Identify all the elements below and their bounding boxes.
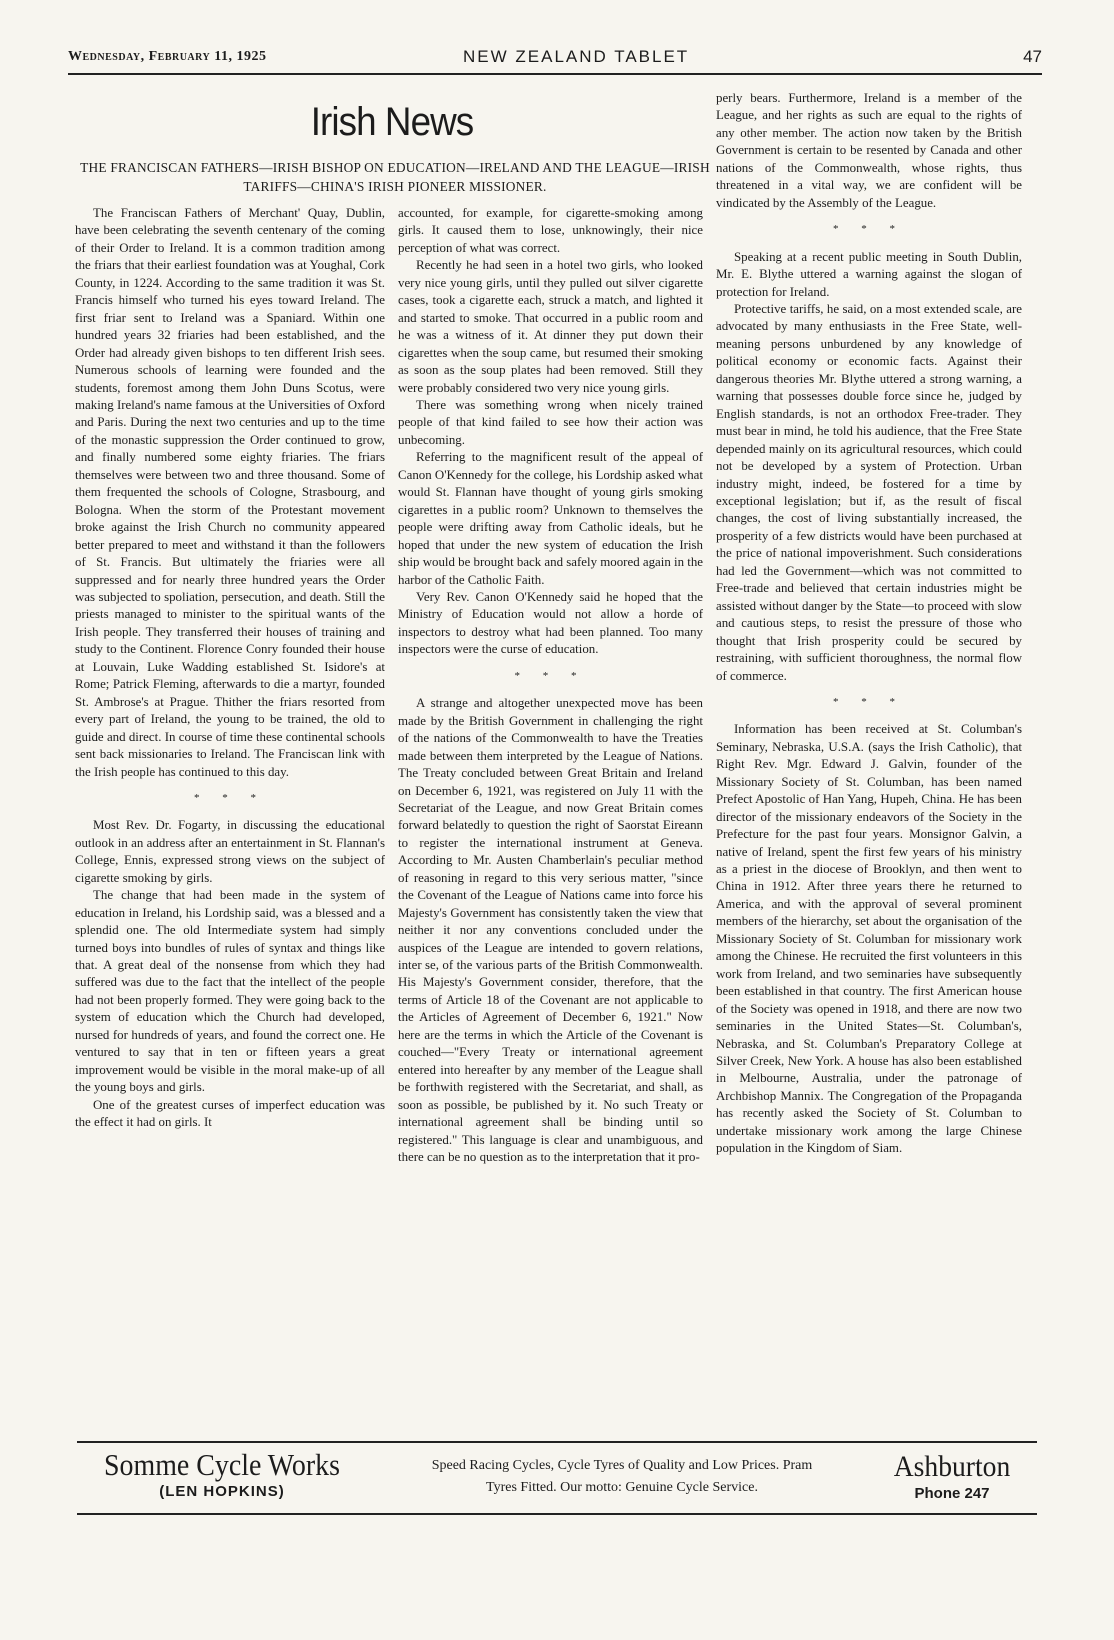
issue-date: Wednesday, February 11, 1925 <box>68 49 267 64</box>
page-header <box>68 47 1042 75</box>
advert-business-name: Somme Cycle Works <box>104 1447 340 1482</box>
advert-town: Ashburton <box>893 1450 1011 1483</box>
paragraph-galvin: Information has been received at St. Columban's Seminary, Nebraska, U.S.A. (says the Irish Catholic), that Right Rev. Mgr. Edward J. Galvin, founder of the Missionary Society of St. Columban, has been named Prefect Apostolic of Han Yang, Hupeh, China. He has been director of the missionary endeavors of the Society in the Prefecture for the past four years. Monsignor Galvin, a native of Ireland, spent the first few years of his ministry as a priest in the diocese of Brooklyn, and then went to China in 1912. After three years there he returned to America, and with the approval of several prominent members of the hierarchy, set about the organisation of the Missionary Society of St. Columban for missionary work among the Chinese. He recruited the first volunteers in this work from Ireland, and two seminaries have subsequently been established in that country. The first American house of the Society was opened in 1918, and there are now two seminaries in the United States—St. Columban's, Nebraska, and St. Columban's Preparatory College at Silver Creek, New York. A house has also been established in Melbourne, Australia, under the patronage of Archbishop Mannix. The Congregation of the Propaganda has recently asked the Society of St. Columban to undertake missionary work among the large Chinese population in the Kingdom of Siam. <box>716 722 1022 1156</box>
advert-location <box>867 1449 1037 1502</box>
paragraph-franciscans: The Franciscan Fathers of Merchant' Quay, Dublin, have been celebrating the seventh centenary of the coming of their Order to Ireland. It is a common tradition among the friars that their earliest foundation was at Youghal, Cork County, in 1224. According to the same tradition it was St. Francis himself who turned his eyes toward Ireland. The first friar sent to Ireland was a Spaniard. Within one hundred years 32 friaries had been established, and the Order had already given bishops to ten different Irish sees. Numerous schools of learning were founded and the students, foremost among them John Duns Scotus, were making Ireland's name famous at the Universities of Oxford and Paris. During the next two centuries and up to the time of the monastic suppression the Order continued to grow, and finally numbered some eighty friaries. The friars themselves were between two and three thousand. Some of them frequented the schools of Cologne, Strasbourg, and Bologna. When the storm of the Protestant movement broke against the Irish Church no community appeared better prepared to meet and withstand it than the followers of St. Francis. But ultimately the friaries were all suppressed and for nearly three hundred years the Order was subjected to spoliation, persecution, and death. Still the priests managed to minister to the spiritual wants of the Irish people. They transferred their houses of training and study to the Continent. Florence Conry founded their house at Louvain, Luke Wadding established St. Isidore's at Rome; Patrick Fleming, afterwards to die a martyr, founded St. Ambrose's at Prague. Thither the friars resorted from every part of Ireland, the young to be trained, the old to guide and direct. In course of time these continental schools sent back missionaries to Ireland. The Franciscan link with the Irish people has continued to this day. <box>75 206 385 779</box>
advert-business <box>77 1447 367 1500</box>
publication-name: NEW ZEALAND TABLET <box>463 47 690 66</box>
paragraph-tariffs: Protective tariffs, he said, on a most extended scale, are advocated by many enthusiasts in the Free State, well-meaning persons unburdened by any knowledge of political economy or economic facts. Against their dangerous theories Mr. Blythe uttered a strong warning, a warning that possesses double force since he, judged by English standards, is not an orthodox Free-trader. They must bear in mind, he told his audience, that the Free State depended mainly on its agricultural resources, which could not be developed by a system of Protection. Urban industry might, indeed, be fostered for a time by exceptional legislation; but if, as the result of fiscal changes, the cost of living substantially increased, the prosperity of a few districts would have been purchased at the price of national impoverishment. Such considerations had led the Government—which was not committed to Free-trade and believed that certain industries might be assisted without danger by the State—to proceed with slow and cautious steps, to resist the pressure of those who thought that Irish prosperity could be secured by restraining, with sufficient thoroughness, the normal flow of commerce. <box>716 301 1022 683</box>
paragraph-inspectors: Very Rev. Canon O'Kennedy said he hoped that the Ministry of Education would not allow a horde of inspectors to destroy what had been planned. Too many inspectors were the curse of education. <box>398 589 703 657</box>
article-title: Irish News <box>310 100 474 144</box>
paragraph-fogarty-intro: Most Rev. Dr. Fogarty, in discussing the educational outlook in an address after an entertainment in St. Flannan's College, Ennis, expressed strong views on the subject of cigarette smoking by girls. <box>75 818 385 885</box>
section-separator: * * * <box>514 669 587 682</box>
paragraph-league-treaty: A strange and altogether unexpected move has been made by the British Government in challenging the right of the nations of the Commonwealth to have the Treaties made between them interpreted by the League of Nations. The Treaty concluded between Great Britain and Ireland on December 6, 1921, was registered on July 11 with the Secretariat of the League, and now Great Britain comes forward belatedly to question the right of Saorstat Eireann to register the international instrument at Geneva. According to Mr. Austen Chamberlain's peculiar method of reasoning in regard to this very serious matter, "since the Covenant of the League of Nations came into force his Majesty's Government has consistently taken the view that neither it nor any conventions concluded under the auspices of the League are intended to govern relations, inter se, of the various parts of the British Commonwealth. His Majesty's Government consider, therefore, that the terms of Article 18 of the Covenant are not applicable to the Articles of Agreement of December 6, 1921." Now here are the terms in which the Article of the Covenant is couched—"Every Treaty or international agreement entered into hereafter by any member of the League shall be forthwith registered with the Secretariat, and shall, as soon as possible, be published by it. No such Treaty or international agreement shall be binding until so registered." This language is clear and unambiguous, and there can be no question as to the interpretation that it pro- <box>398 696 703 1165</box>
paragraph-something-wrong: There was something wrong when nicely trained people of that kind failed to see how their action was unbecoming. <box>398 397 703 447</box>
advert-proprietor: (LEN HOPKINS) <box>159 1483 285 1500</box>
paragraph-curses: One of the greatest curses of imperfect education was the effect it had on girls. It <box>75 1097 385 1130</box>
advertisement-banner <box>77 1441 1037 1515</box>
paragraph-education-change: The change that had been made in the system of education in Ireland, his Lordship said, was a blessed and a splendid one. The old Intermediate system had simply turned boys into bundles of rules of syntax and things like that. A great deal of the nonsense from which they had suffered was due to the fact that the intellect of the people had not been properly formed. They were going back to the system of education which the Church had developed, nursed for hundreds of years, and found the correct one. He ventured to say that in ten or fifteen years a great improvement would be visible in the moral make-up of all the young boys and girls. <box>75 888 385 1095</box>
paragraph-hotel-girls: Recently he had seen in a hotel two girls, who looked very nice young girls, until they pulled out silver cigarette cases, took a cigarette each, struck a match, and lighted it and started to smoke. That occurred in a public room and he was a witness of it. At dinner they put down their cigarettes when the soup came, but resumed their smoking as soon as the soup plates had been removed. Still they were probably considered two very nice young girls. <box>398 258 703 395</box>
article-subtitle: THE FRANCISCAN FATHERS—IRISH BISHOP ON EDUCATION—IRELAND AND THE LEAGUE—IRISH TARIFFS—CHINA'S IRISH PIONEER MISSIONER. <box>80 160 710 194</box>
paragraph-blythe-intro: Speaking at a recent public meeting in South Dublin, Mr. E. Blythe uttered a warning against the slogan of protection for Ireland. <box>716 249 1022 299</box>
section-separator: * * * <box>194 791 266 804</box>
paragraph-canon-appeal: Referring to the magnificent result of the appeal of Canon O'Kennedy for the college, his Lordship asked what would St. Flannan have thought of young girls smoking cigarettes in a public room? Unknown to themselves the people were drifting away from Catholic ideals, but he hoped that under the new system of education the Irish ship would be brought back and safely moored again in the harbor of the Catholic Faith. <box>398 450 703 587</box>
column-2 <box>398 205 703 1439</box>
page-number: 47 <box>1023 47 1042 66</box>
column-1 <box>75 205 385 1439</box>
advert-phone: Phone 247 <box>914 1485 990 1502</box>
advert-tagline-line-2: Tyres Fitted. Our motto: Genuine Cycle Service. <box>486 1480 758 1495</box>
advert-tagline <box>377 1455 867 1499</box>
advert-tagline-line-1: Speed Racing Cycles, Cycle Tyres of Quality and Low Prices. Pram <box>431 1458 813 1473</box>
paragraph-league-continued: perly bears. Furthermore, Ireland is a member of the League, and her rights as such are equal to the rights of any other member. The action now taken by the British Government is certain to be resented by Canada and other nations of the Commonwealth, whose rights, thus threatened in a vital way, we are confident will be vindicated by the Assembly of the League. <box>716 91 1022 210</box>
section-separator: * * * <box>833 223 905 236</box>
paragraph-cigarette-continued: accounted, for example, for cigarette-smoking among girls. It caused them to lose, unknowingly, their nice perception of what was correct. <box>398 206 703 255</box>
section-separator: * * * <box>833 695 905 708</box>
column-3 <box>716 90 1022 1439</box>
